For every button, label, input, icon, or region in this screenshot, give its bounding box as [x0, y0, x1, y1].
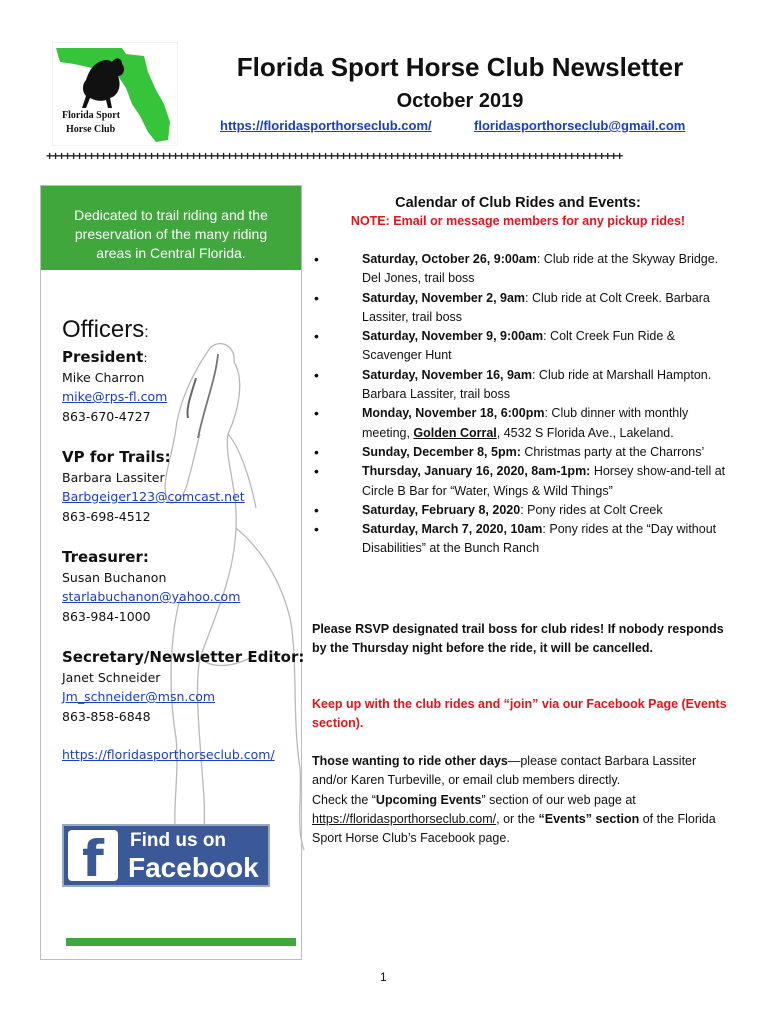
page-number: 1 — [380, 970, 387, 984]
officer-role: Secretary/Newsletter Editor: — [62, 648, 305, 666]
sidebar-website-link[interactable]: https://floridasporthorseclub.com/ — [62, 747, 275, 762]
officer-president: President: Mike Charron mike@rps-fl.com 863-670-4727 — [62, 348, 167, 426]
other-days-paragraph: Those wanting to ride other days—please contact Barbara Lassiter and/or Karen Turbeville, or email club members directly. Check the “Upcoming Events” section of our web page at https://floridasporthorseclub.com/, or the “Events” section of the Florida Sport Horse Club’s Facebook page. — [312, 754, 716, 846]
officer-name: Mike Charron — [62, 369, 145, 385]
officers-heading: Officers: — [62, 316, 149, 343]
officer-name: Barbara Lassiter — [62, 469, 165, 485]
officer-email-link[interactable]: Barbgeiger123@comcast.net — [62, 489, 245, 504]
officer-phone: 863-698-4512 — [62, 508, 151, 524]
event-item: • Saturday, October 26, 9:00am: Club ride at the Skyway Bridge. Del Jones, trail boss — [312, 250, 732, 289]
officer-phone: 863-670-4727 — [62, 408, 151, 424]
club-logo — [52, 42, 178, 146]
email-link[interactable]: floridasporthorseclub@gmail.com — [474, 118, 686, 133]
officer-treasurer — [62, 548, 240, 626]
facebook-icon: f — [68, 830, 118, 881]
officer-email-link[interactable]: mike@rps-fl.com — [62, 389, 168, 404]
website-link[interactable]: https://floridasporthorseclub.com/ — [220, 118, 432, 133]
officer-role: Treasurer: — [62, 548, 149, 566]
event-list — [312, 250, 732, 559]
event-item: • Sunday, December 8, 5pm: Christmas party at the Charrons’ — [312, 443, 732, 462]
officer-phone: 863-858-6848 — [62, 708, 151, 724]
event-item: • Saturday, November 2, 9am: Club ride at Colt Creek. Barbara Lassiter, trail boss — [312, 289, 732, 328]
logo-text-line2: Horse Club — [66, 124, 116, 135]
calendar-note: NOTE: Email or message members for any pickup rides! — [350, 214, 686, 228]
sidebar-bottom-bar — [66, 938, 296, 946]
event-item: • Saturday, March 7, 2020, 10am: Pony rides at the “Day without Disabilities” at the Bunch Ranch — [312, 520, 732, 559]
event-item: • Saturday, November 16, 9am: Club ride at Marshall Hampton. Barbara Lassiter, trail boss — [312, 366, 732, 405]
facebook-notice: Keep up with the club rides and “join” via our Facebook Page (Events section). — [312, 697, 727, 731]
officer-role: VP for Trails: — [62, 448, 171, 466]
officer-email-link[interactable]: starlabuchanon@yahoo.com — [62, 589, 241, 604]
event-item: • Saturday, February 8, 2020: Pony rides at Colt Creek — [312, 501, 732, 520]
officer-name: Janet Schneider — [62, 669, 161, 685]
officer-role: President — [62, 348, 144, 366]
event-item: • Thursday, January 16, 2020, 8am-1pm: Horsey show-and-tell at Circle B Bar for “Water, Wings & Wild Things” — [312, 462, 732, 501]
officer-phone: 863-984-1000 — [62, 608, 151, 624]
officer-name: Susan Buchanon — [62, 569, 167, 585]
facebook-text-line2: Facebook — [128, 852, 259, 883]
event-item: • Saturday, November 9, 9:00am: Colt Creek Fun Ride & Scavenger Hunt — [312, 327, 732, 366]
rsvp-notice: Please RSVP designated trail boss for club rides! If nobody responds by the Thursday night before the ride, it will be cancelled. — [312, 622, 724, 656]
calendar-heading: Calendar of Club Rides and Events: — [395, 195, 641, 211]
plus-divider: ++++++++++++++++++++++++++++++++++++++++++++++++++++++++++++++++++++++++++++++++++++++++++++++++ — [46, 150, 623, 164]
newsletter-title: Florida Sport Horse Club Newsletter — [236, 52, 684, 82]
web-page-link[interactable]: https://floridasporthorseclub.com/ — [312, 811, 497, 826]
officer-secretary — [62, 648, 304, 726]
facebook-text-line1: Find us on — [130, 830, 227, 851]
officer-vp-trails — [62, 448, 245, 526]
event-item: • Monday, November 18, 6:00pm: Club dinner with monthly meeting, Golden Corral, 4532 S Florida Ave., Lakeland. — [312, 404, 732, 443]
golden-corral-place: Golden Corral — [413, 425, 497, 440]
newsletter-date: October 2019 — [396, 90, 524, 112]
logo-text-line1: Florida Sport — [62, 110, 121, 121]
mission-text: Dedicated to trail riding and the preservation of the many riding areas in Central Florida. — [74, 207, 268, 261]
officer-email-link[interactable]: Jm_schneider@msn.com — [62, 689, 216, 704]
